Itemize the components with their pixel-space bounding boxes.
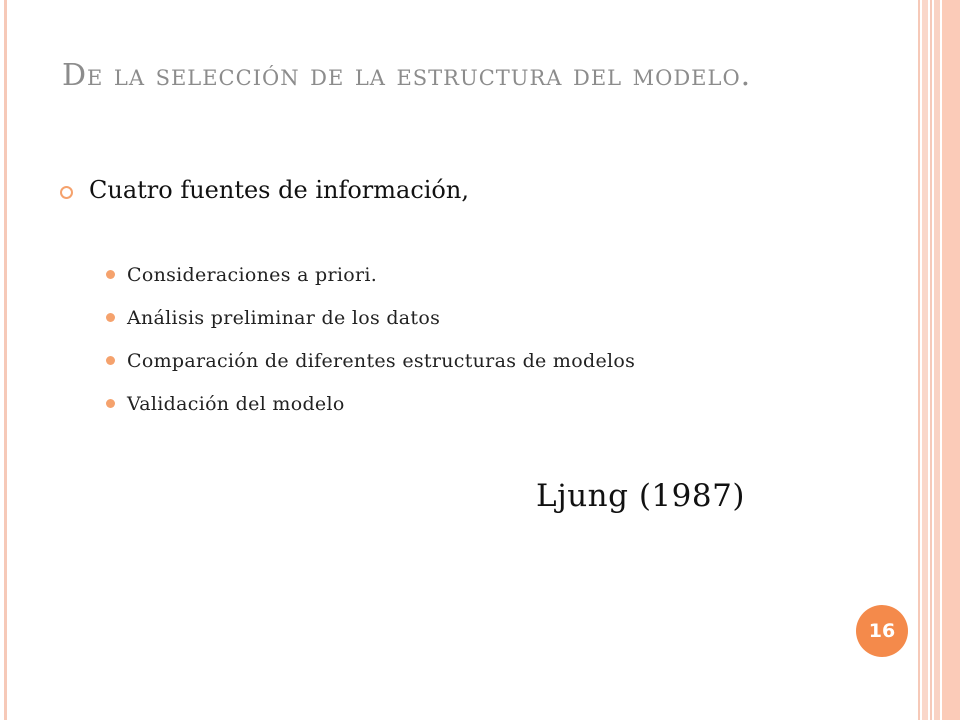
main-bullet-item: [60, 176, 469, 204]
slide-title: De la selección de la estructura del modelo.: [62, 58, 752, 93]
sub-bullet-text: Comparación de diferentes estructuras de modelos: [127, 349, 636, 372]
right-stripe-decoration: [934, 0, 940, 720]
dot-bullet-icon: [106, 356, 115, 365]
sub-bullet-item: [106, 382, 635, 425]
dot-bullet-icon: [106, 313, 115, 322]
dot-bullet-icon: [106, 399, 115, 408]
page-number-badge: 16: [856, 605, 908, 657]
sub-bullet-text: Validación del modelo: [127, 392, 345, 415]
main-bullet-text: Cuatro fuentes de información,: [89, 176, 469, 204]
sub-bullet-item: [106, 253, 635, 296]
ring-bullet-icon: [60, 186, 73, 199]
dot-bullet-icon: [106, 270, 115, 279]
right-stripe-decoration: [942, 0, 960, 720]
sub-bullet-item: [106, 339, 635, 382]
right-stripe-decoration: [918, 0, 920, 720]
sub-bullet-list: [106, 253, 635, 425]
right-stripe-decoration: [922, 0, 928, 720]
left-border-decoration: [4, 0, 7, 720]
sub-bullet-item: [106, 296, 635, 339]
sub-bullet-text: Consideraciones a priori.: [127, 263, 378, 286]
right-stripe-decoration: [930, 0, 932, 720]
sub-bullet-text: Análisis preliminar de los datos: [127, 306, 441, 329]
citation: Ljung (1987): [536, 478, 745, 514]
